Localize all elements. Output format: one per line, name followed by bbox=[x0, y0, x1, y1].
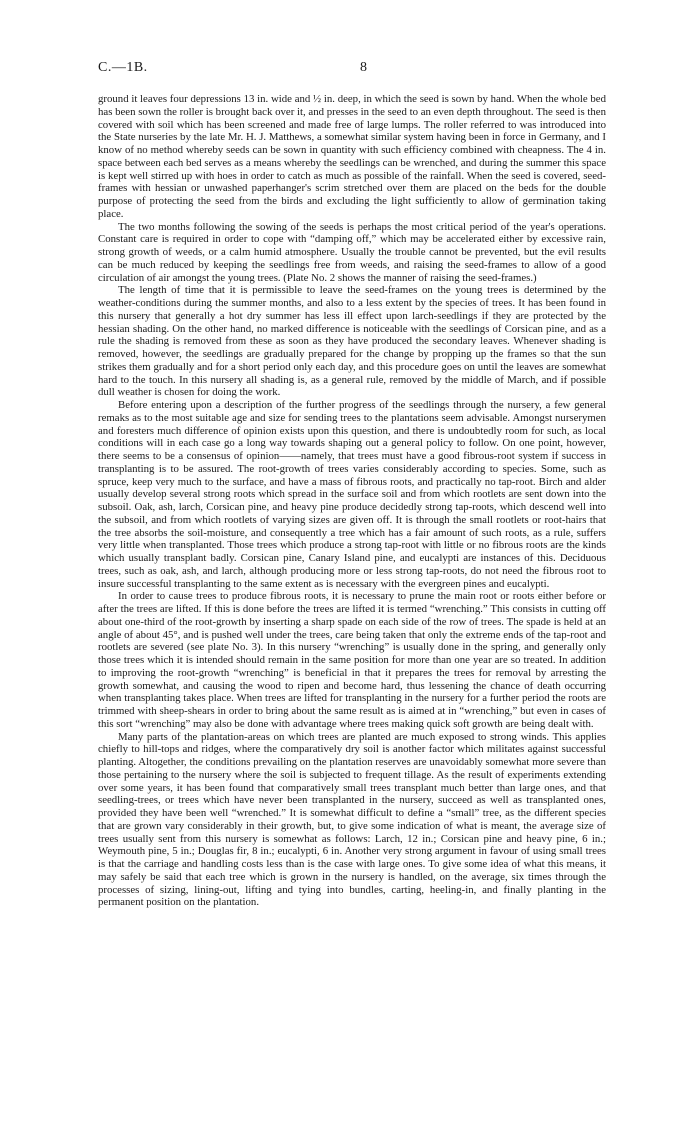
document-code: C.—1B. bbox=[98, 60, 148, 75]
paragraph-root-systems: Before entering upon a description of the further progress of the seedlings through the nursery, a few general remaks as to the most suitable age and size for sending trees to the plantations seem advisable. Amongst nurserymen and foresters much difference of opinion exists upon this question, and there is undoubtedly room for such, as local conditions will in each case go a long way towards shaping out a general policy to follow. On one point, however, there seems to be a consensus of opinion——namely, that trees must have a good fibrous-root system if success in transplanting is to be assured. The root-growth of trees varies considerably according to species. Some, such as spruce, keep very much to the surface, and have a mass of fibrous roots, and practically no tap-root. Birch and alder usually develop several strong roots which spread in the surface soil and from which rootlets are sent down into the subsoil. Oak, ash, larch, Corsican pine, and heavy pine produce decidedly strong tap-roots, which descend well into the subsoil, and from which rootlets of varying sizes are given off. It is through the small rootlets or root-hairs that the tree absorbs the soil-moisture, and consequently a tree which has a fair amount of such roots, as a rule, suffers very little when transplanted. Those trees which produce a strong tap-root with little or no fibrous roots are the kinds which usually transplant badly. Corsican pine, Canary Island pine, and eucalypti are instances of this. Deciduous trees, such as oak, ash, and larch, although producing more or less strong tap-roots, do not need the fibrous root to insure successful transplanting to the same extent as is necessary with the evergreen pines and eucalypti. bbox=[98, 399, 606, 590]
paragraph-critical-period: The two months following the sowing of the seeds is perhaps the most critical period of the year's operations. Constant care is required in order to cope with “damping off,” which may be accelerated either by excessive rain, strong growth of weeds, or a calm humid atmosphere. Usually the trouble cannot be prevented, but the evil results can be much reduced by keeping the seedlings free from weeds, and raising the seed-frames to allow of a good circulation of air amongst the young trees. (Plate No. 2 shows the manner of raising the seed-frames.) bbox=[98, 220, 606, 284]
paragraph-plantation-areas: Many parts of the plantation-areas on which trees are planted are much exposed to strong winds. This applies chiefly to hill-tops and ridges, where the comparatively dry soil is another factor which militates against successful planting. Altogether, the conditions prevailing on the plantation reserves are unavoidably somewhat more severe than those pertaining to the nursery where the soil is subjected to frequent tillage. As the result of experiments extending over some years, it has been found that comparatively small trees transplant much better than large ones, and that seedling-trees, or trees which have never been transplanted in the nursery, succeed as well as transplanted ones, provided they have been well “wrenched.” It is somewhat difficult to define a “small” tree, as the different species that are grown vary considerably in their growth, but, to give some indication of what is meant, the average size of trees usually sent from this nursery is somewhat as follows: Larch, 12 in.; Corsican pine and heavy pine, 6 in.; Weymouth pine, 5 in.; Douglas fir, 8 in.; eucalypti, 6 in. Another very strong argument in favour of using small trees is that the carriage and handling costs less than is the case with large ones. To give some idea of what this means, it may safely be said that each tree which is grown in the nursery is handled, on the average, six times through the processes of sizing, lining-out, lifting and tying into bundles, carting, heeling-in, and finally planting in the permanent position on the plantation. bbox=[98, 730, 606, 909]
body-text bbox=[98, 93, 606, 909]
paragraph-wrenching: In order to cause trees to produce fibrous roots, it is necessary to prune the main root or roots either before or after the trees are lifted. If this is done before the trees are lifted it is termed “wrenching.” This consists in cutting off about one-third of the root-growth by inserting a sharp spade on each side of the row of trees. The spade is held at an angle of about 45°, and is pushed well under the trees, care being taken that only the extreme ends of the tap-root and rootlets are severed (see plate No. 3). In this nursery “wrenching” is usually done in the spring, and generally only those trees which it is intended should remain in the same position for more than one year are so treated. In addition to improving the root-growth “wrenching” is beneficial in that it prepares the trees for removal by arresting the growth somewhat, and causing the wood to ripen and become hard, thus lessening the chance of death occurring when transplanting takes place. When trees are lifted for transplanting in the nursery for a further period the roots are trimmed with sheep-shears in order to bring about the same result as is aimed at in “wrenching,” but even in cases of this sort “wrenching” may also be done with advantage where trees making quick soft growth are being dealt with. bbox=[98, 590, 606, 730]
paragraph-seed-sowing: ground it leaves four depressions 13 in. wide and ½ in. deep, in which the seed is sown by hand. When the whole bed has been sown the roller is brought back over it, and presses in the seed to an even depth throughout. The seed is then covered with soil which has been screened and made free of large lumps. The roller referred to was introduced into the State nurseries by the late Mr. H. J. Matthews, a somewhat similar system having been in force in Germany, and I know of no method whereby seeds can be sown in quantity with such efficiency combined with cheapness. The 4 in. space between each bed serves as a means whereby the seedlings can be wrenched, and during the summer this space is kept well stirred up with hoes in order to catch as much as possible of the rainfall. When the seed is covered, seed-frames with hessian or unwashed paperhanger's scrim stretched over them are placed on the beds for the double purpose of protecting the seed from the birds and excluding the light sufficiently to allow of germination taking place. bbox=[98, 93, 606, 220]
paragraph-seed-frames: The length of time that it is permissible to leave the seed-frames on the young trees is determined by the weather-conditions during the summer months, and also to a less extent by the species of trees. It has been found in this nursery that generally a hot dry summer has less ill effect upon larch-seedlings if they are protected by the hessian shading. On the other hand, no marked difference is noticeable with the seedlings of Corsican pine, and as a rule the shading is removed from these as soon as they have produced the secondary leaves. Whenever shading is removed, however, the seedlings are gradually prepared for the change by propping up the frames so that the sun strikes them gradually and for a short period only each day, and this procedure goes on until the leaves are somewhat hard to the touch. In this nursery all shading is, as a general rule, removed by the middle of March, and if possible dull weather is chosen for doing the work. bbox=[98, 284, 606, 399]
page-header bbox=[98, 60, 606, 80]
page-number: 8 bbox=[360, 60, 367, 75]
